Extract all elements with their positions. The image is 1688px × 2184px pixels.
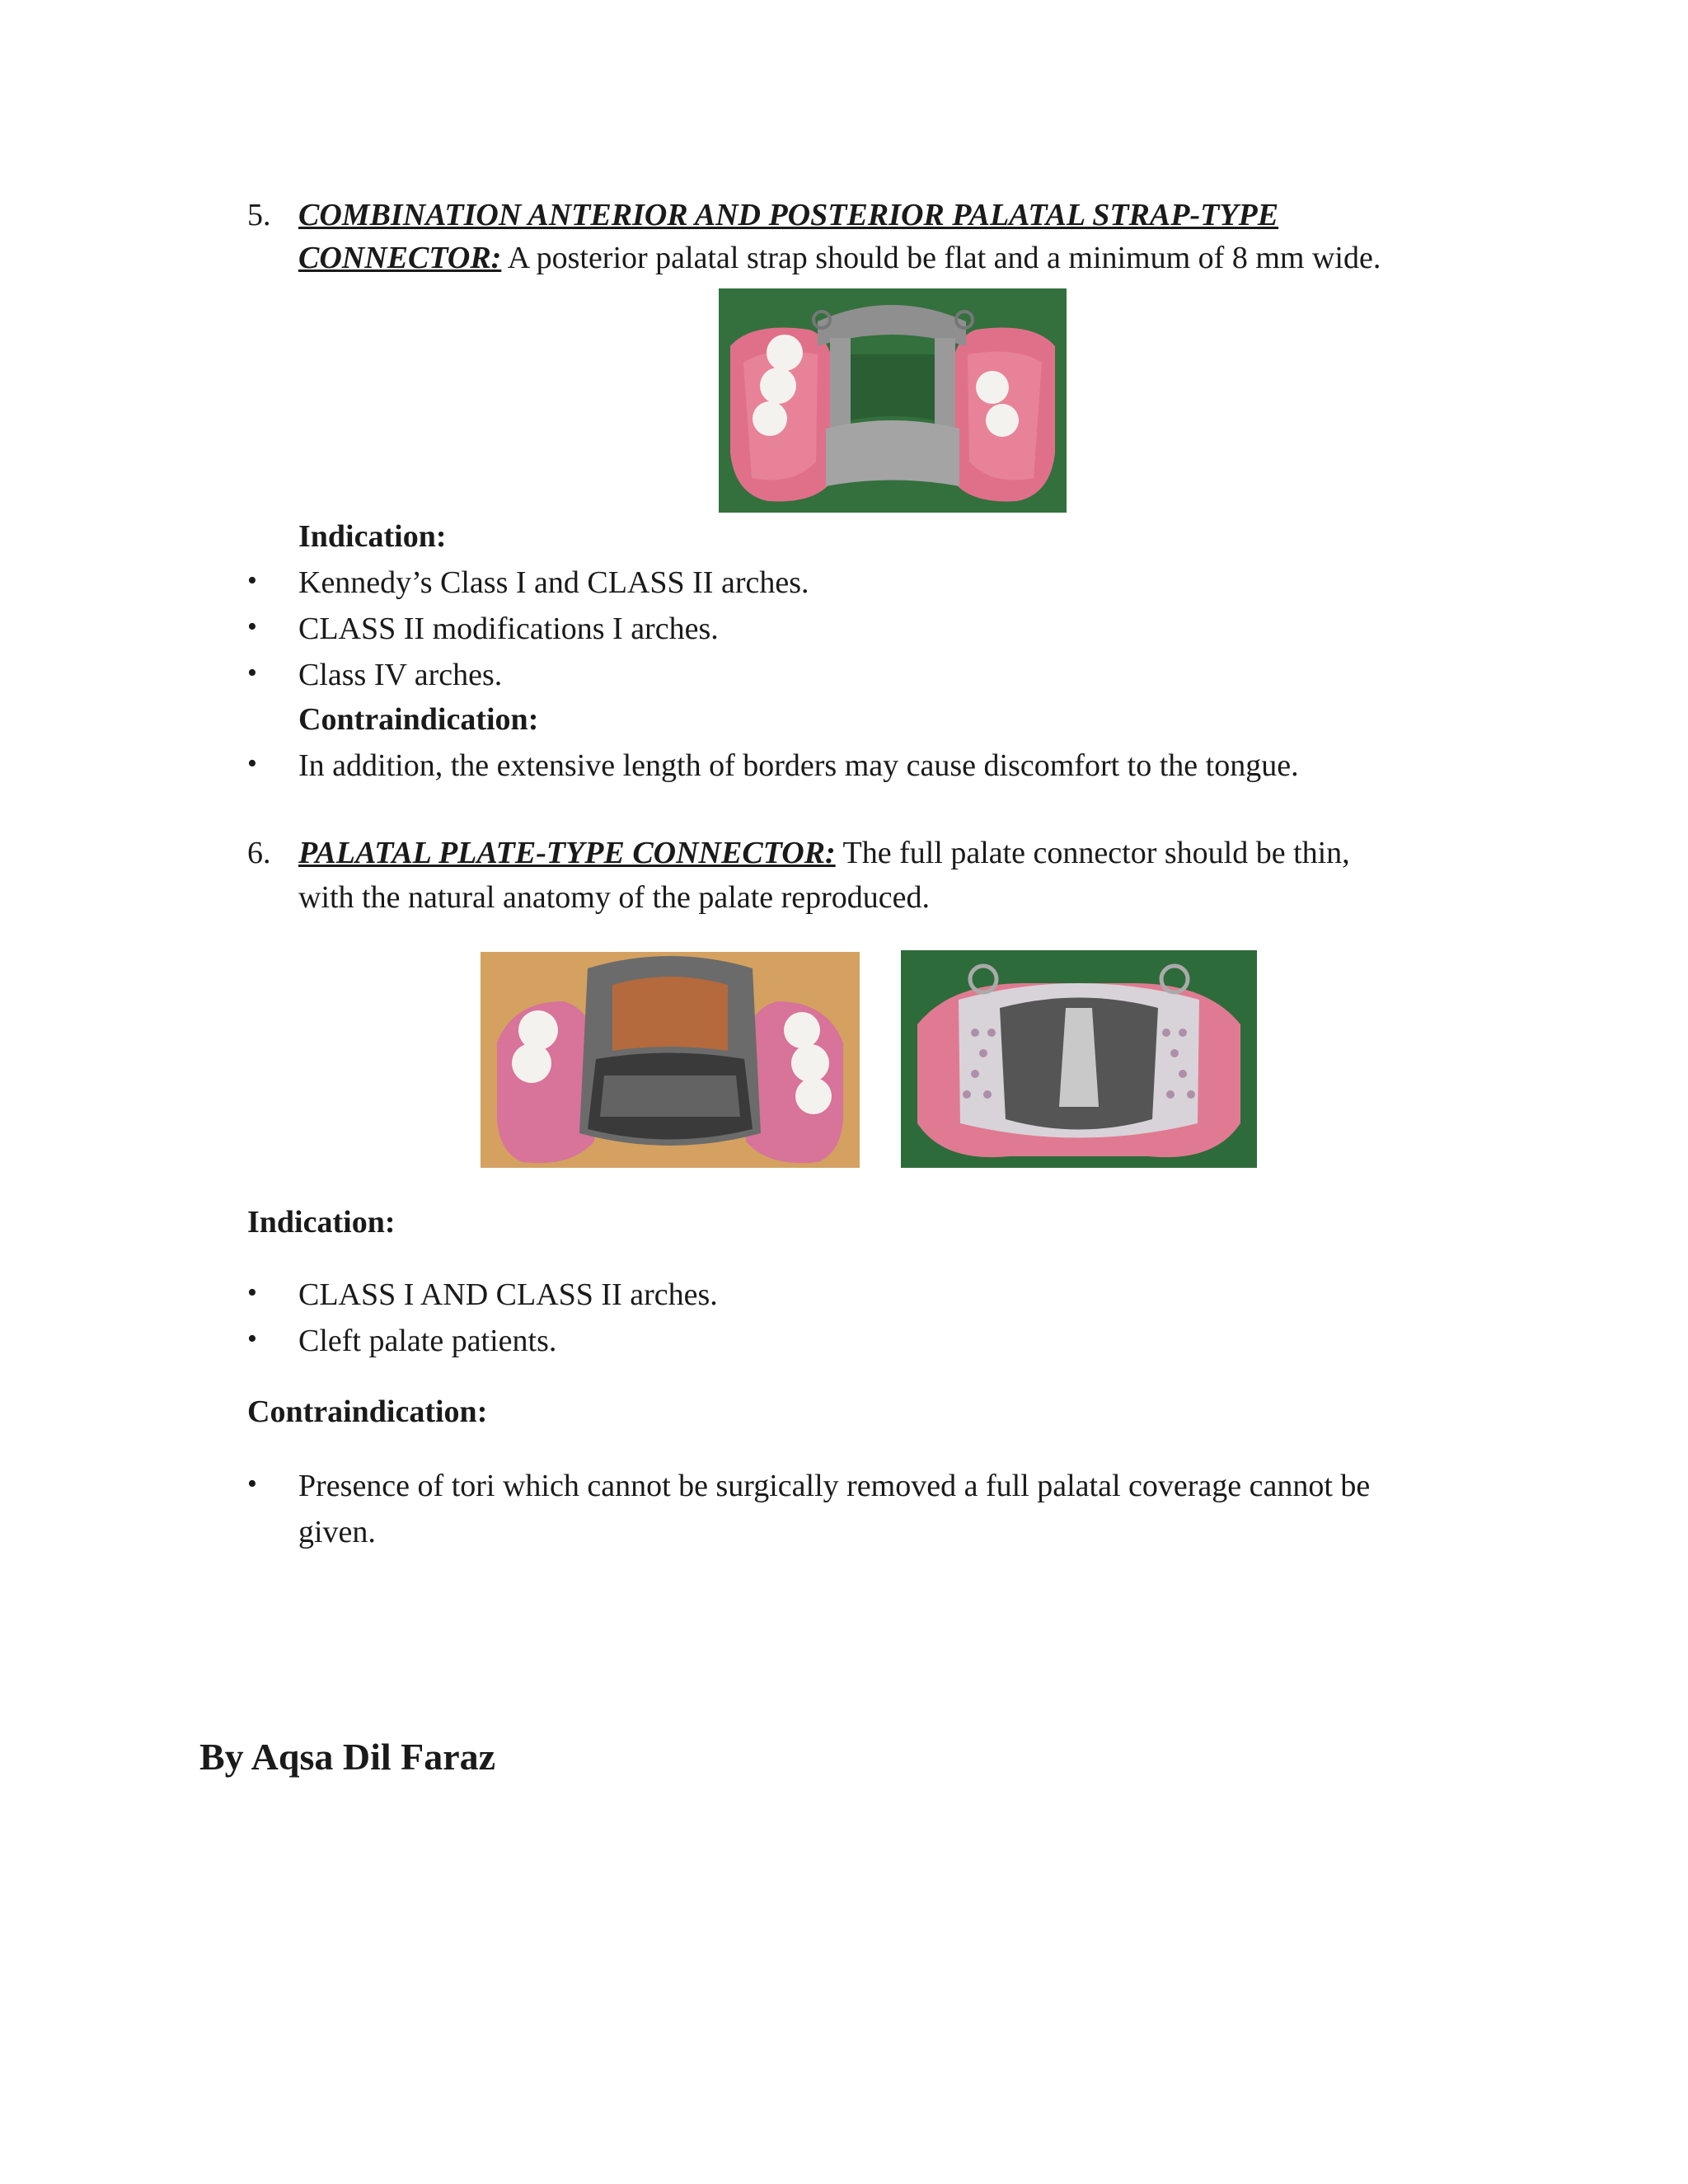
section-5-indication-2: CLASS II modifications I arches. (298, 612, 719, 646)
section-5-heading-line1: COMBINATION ANTERIOR AND POSTERIOR PALATAL STRAP-TYPE (298, 198, 1279, 232)
bullet-icon: • (247, 612, 257, 642)
section-5-heading-line2: CONNECTOR: (298, 241, 502, 275)
bullet-icon: • (247, 1277, 257, 1308)
palatal-plate-connector-photo-1 (481, 952, 860, 1168)
palatal-plate-connector-photo-2 (901, 950, 1257, 1168)
section-6-description-line2: with the natural anatomy of the palate reproduced. (298, 880, 931, 915)
section-5-description: A posterior palatal strap should be flat and a minimum of 8 mm wide. (501, 241, 1381, 275)
bullet-icon: • (247, 748, 257, 779)
bullet-icon: • (247, 1324, 257, 1354)
section-5-indication-3: Class IV arches. (298, 658, 503, 692)
author-signature: By Aqsa Dil Faraz (199, 1736, 496, 1778)
bullet-icon: • (247, 565, 257, 596)
section-6-heading-row (298, 834, 1350, 874)
section-6-contraindication-line1: Presence of tori which cannot be surgically removed a full palatal coverage cannot be (298, 1469, 1371, 1503)
section-6-heading: PALATAL PLATE-TYPE CONNECTOR: (298, 836, 836, 870)
section-6-indication-label: Indication: (247, 1205, 396, 1240)
section-5-indication-label: Indication: (298, 519, 447, 554)
section-5-indication-1: Kennedy’s Class I and CLASS II arches. (298, 565, 809, 600)
section-6-number: 6. (247, 836, 271, 870)
section-5-contraindication-label: Contraindication: (298, 702, 539, 737)
section-6-indication-1: CLASS I AND CLASS II arches. (298, 1277, 718, 1312)
section-5-heading-line2-row (298, 239, 1381, 279)
section-6-contraindication-line2: given. (298, 1515, 376, 1549)
bullet-icon: • (247, 1469, 257, 1499)
section-6-indication-2: Cleft palate patients. (298, 1324, 557, 1358)
section-6-contraindication-label: Contraindication: (247, 1394, 488, 1429)
section-6-description-line1: The full palate connector should be thin, (835, 836, 1350, 870)
section-5-contraindication-1: In addition, the extensive length of borders may cause discomfort to the tongue. (298, 748, 1299, 783)
combination-strap-connector-photo (719, 288, 1067, 513)
section-5-number: 5. (247, 198, 271, 232)
bullet-icon: • (247, 658, 257, 688)
